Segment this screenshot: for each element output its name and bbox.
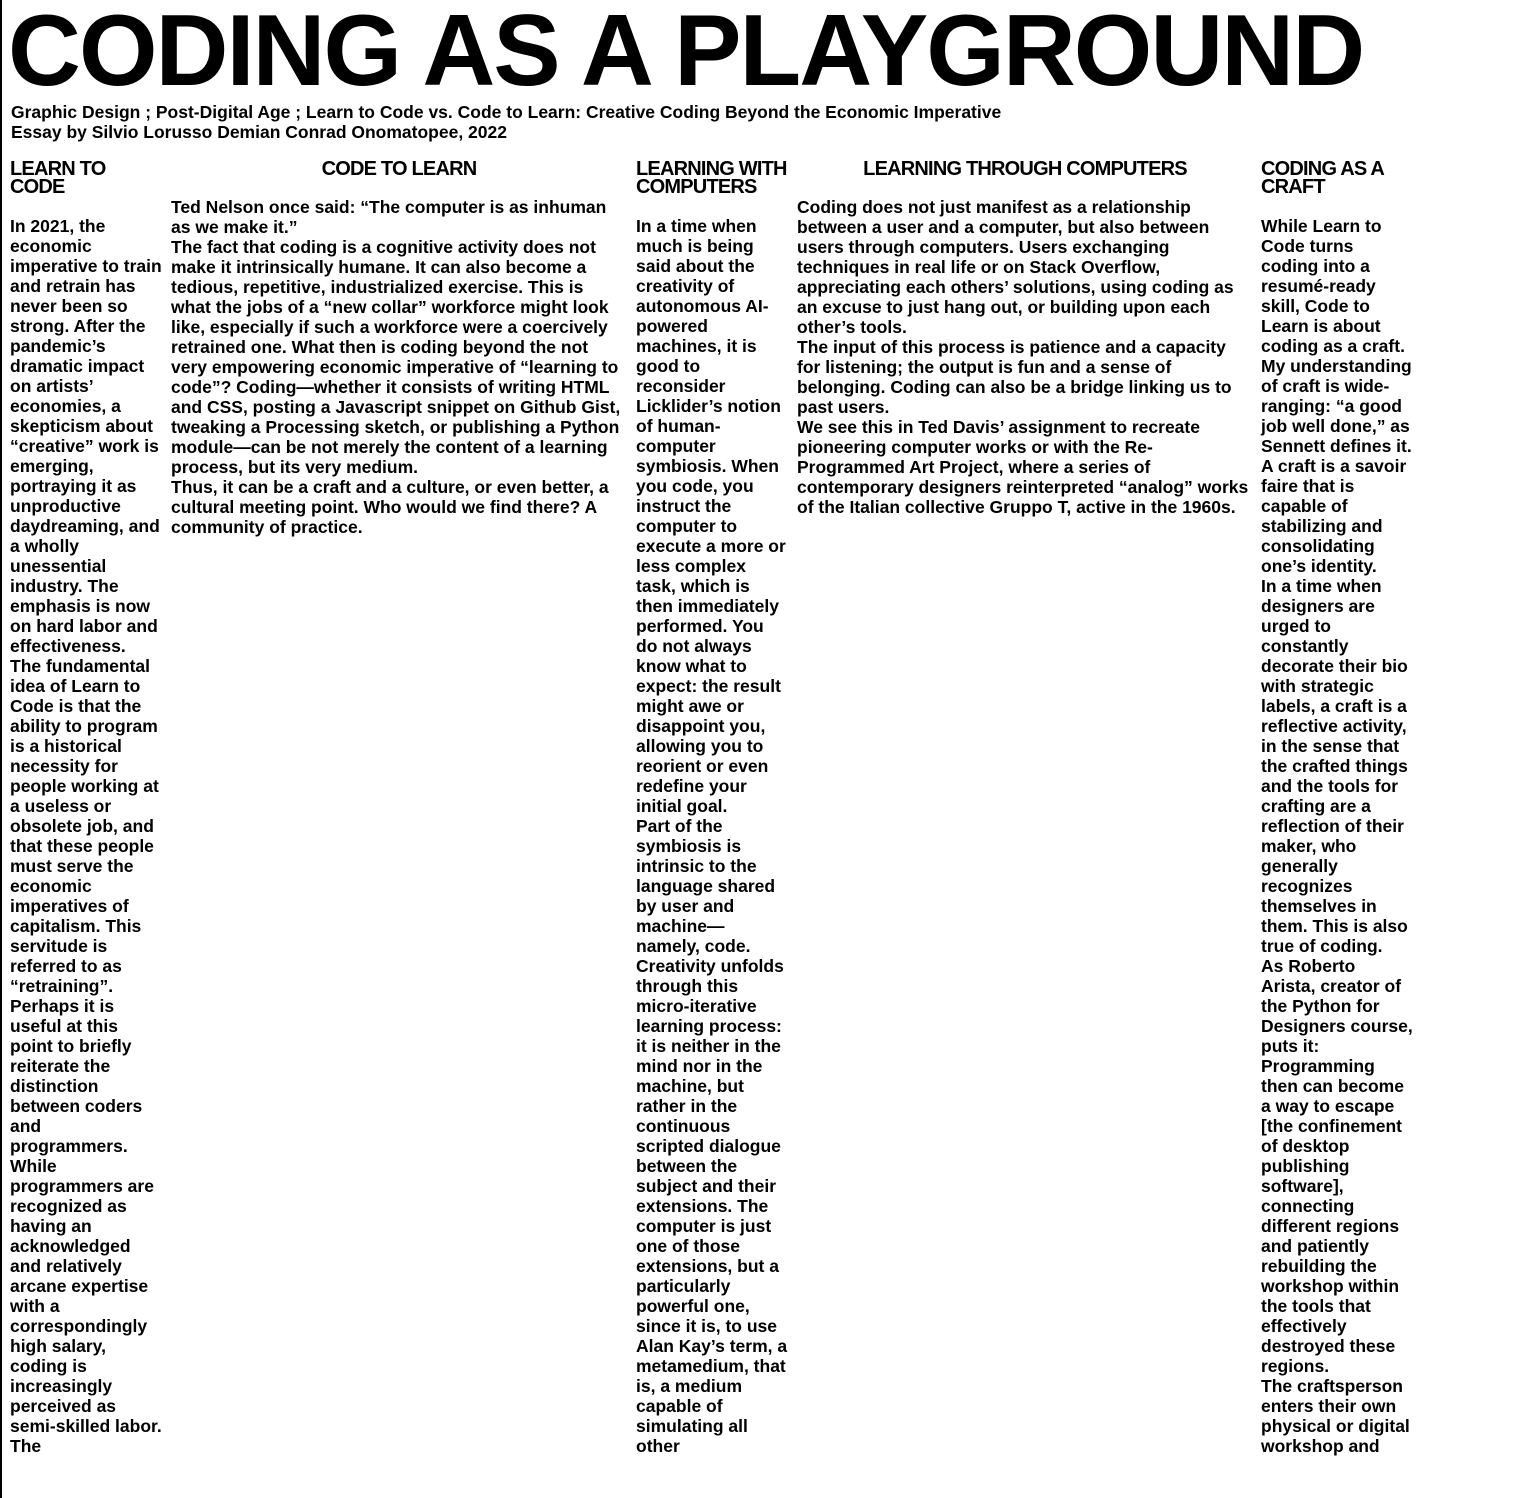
paragraph: The input of this process is patience and a capacity for listening; the output is fun and a sense of belonging. Coding can also be a bridge linking us to past users. <box>797 337 1232 417</box>
column-coding-as-a-craft <box>1261 160 1413 1456</box>
paragraph: We see this in Ted Davis’ assignment to recreate pioneering computer works or with the Re-Programmed Art Project, where a series of contemporary designers reinterpreted “analog” works of the Italian collective Gruppo T, active in the 1960s. <box>797 417 1249 517</box>
paragraph: Thus, it can be a craft and a culture, or even better, a cultural meeting point. Who would we find there? A community of practice. <box>171 477 609 537</box>
column-code-to-learn <box>171 160 627 537</box>
column-body <box>171 197 627 537</box>
paragraph: In 2021, the economic imperative to train and retrain has never been so strong. After the pandemic’s dramatic impact on artists’ economies, a skepticism about “creative” work is emerging, portraying it as unproductive daydreaming, and a wholly unessential industry. The emphasis is now on hard labor and effectiveness. <box>10 216 162 656</box>
column-body <box>10 216 162 1456</box>
paragraph: In a time when much is being said about the creativity of autonomous AI-powered machines, it is good to reconsider Licklider’s notion of human-computer symbiosis. When you code, you instruct the computer to execute a more or less complex task, which is then immediately performed. You do not always know what to expect: the result might awe or disappoint you, allowing you to reorient or even redefine your initial goal. <box>636 216 786 816</box>
column-learning-with-computers <box>636 160 788 1456</box>
column-body <box>797 197 1253 517</box>
column-heading: CODING AS A CRAFT <box>1261 158 1384 198</box>
paragraph: The fact that coding is a cognitive activity does not make it intrinsically humane. It can also become a tedious, repetitive, industrialized exercise. This is what the jobs of a “new collar” workforce might look like, especially if such a workforce were a coercively retrained one. What then is coding beyond the not very empowering economic imperative of “learning to code”? Coding—whether it consists of writing HTML and CSS, posting a Javascript snippet on Github Gist, tweaking a Processing sketch, or publishing a Python module—can be not merely the content of a learning process, but its very medium. <box>171 237 621 477</box>
article-byline: Essay by Silvio Lorusso Demian Conrad Onomatopee, 2022 <box>11 122 507 142</box>
paragraph: In a time when designers are urged to constantly decorate their bio with strategic labels, a craft is a reflective activity, in the sense that the crafted things and the tools for crafting are a reflection of their maker, who generally recognizes themselves in them. This is also true of coding. <box>1261 576 1408 956</box>
paragraph: The fundamental idea of Learn to Code is that the ability to program is a historical necessity for people working at a useless or obsolete job, and that these people must serve the economic imperatives of capitalism. This servitude is referred to as “retraining”. <box>10 656 159 996</box>
paragraph: Perhaps it is useful at this point to briefly reiterate the distinction between coders and programmers. While programmers are recognized as having an acknowledged and relatively arcane expertise with a correspondingly high salary, coding is increasingly perceived as semi-skilled labor. The <box>10 996 162 1456</box>
article-meta <box>11 102 1001 142</box>
paragraph: Ted Nelson once said: “The computer is as inhuman as we make it.” <box>171 197 607 237</box>
column-learn-to-code <box>10 160 162 1456</box>
column-heading: LEARNING WITH COMPUTERS <box>636 158 787 198</box>
column-heading: LEARNING THROUGH COMPUTERS <box>863 158 1187 180</box>
paragraph: Coding does not just manifest as a relationship between a user and a computer, but also between users through computers. Users exchanging techniques in real life or on Stack Overflow, appreciating each others’ solutions, using coding as an excuse to just hang out, or building upon each other’s tools. <box>797 197 1234 337</box>
left-border-rule <box>0 0 2 1498</box>
column-body <box>636 216 788 1456</box>
paragraph: The craftsperson enters their own physical or digital workshop and <box>1261 1376 1410 1456</box>
paragraph: While Learn to Code turns coding into a resumé-ready skill, Code to Learn is about coding as a craft. My understanding of craft is wide-ranging: “a good job well done,” as Sennett defines it. A craft is a savoir faire that is capable of stabilizing and consolidating one’s identity. <box>1261 216 1412 576</box>
column-body <box>1261 216 1413 1456</box>
column-heading: CODE TO LEARN <box>321 158 477 180</box>
column-learning-through-computers <box>797 160 1253 517</box>
page-title: CODING AS A PLAYGROUND <box>8 0 1364 107</box>
column-heading: LEARN TO CODE <box>10 158 106 198</box>
article-tags: Graphic Design ; Post-Digital Age ; Learn to Code vs. Code to Learn: Creative Coding Beyond the Economic Imperative <box>11 102 1002 122</box>
paragraph: Part of the symbiosis is intrinsic to the language shared by user and machine—namely, code. Creativity unfolds through this micro-iterative learning process: it is neither in the mind nor in the machine, but rather in the continuous scripted dialogue between the subject and their extensions. The computer is just one of those extensions, but a particularly powerful one, since it is, to use Alan Kay’s term, a metamedium, that is, a medium capable of simulating all other <box>636 816 788 1456</box>
paragraph: As Roberto Arista, creator of the Python for Designers course, puts it: Programming then can become a way to escape [the confinement of desktop publishing software], connecting different regions and patiently rebuilding the workshop within the tools that effectively destroyed these regions. <box>1261 956 1413 1376</box>
